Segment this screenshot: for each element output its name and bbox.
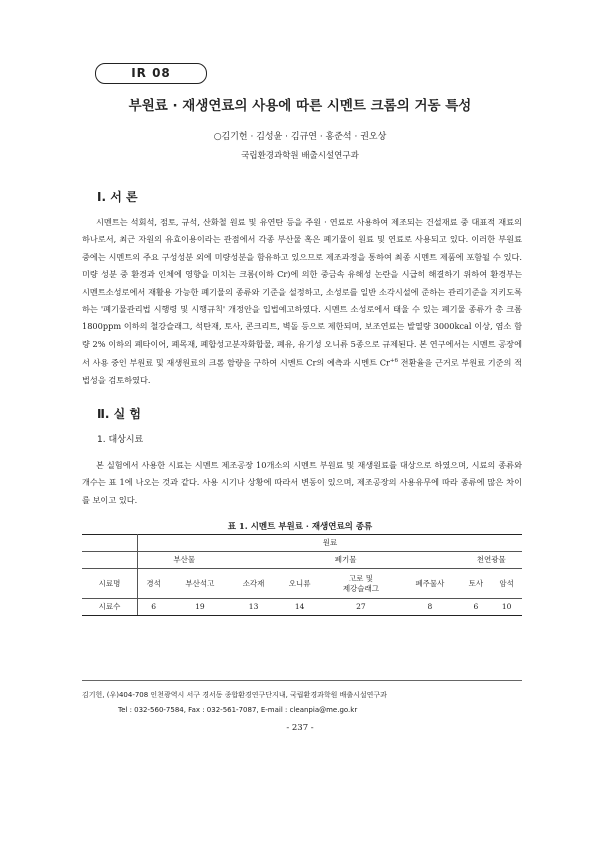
- intro-paragraph: [82, 214, 522, 390]
- column-header: 오니류: [277, 569, 323, 599]
- group-byproduct: 부산물: [138, 552, 231, 569]
- intro-text: 시멘트는 석회석, 점토, 규석, 산화철 원료 및 유연탄 등을 주원 · 연료로 사용하여 제조되는 건설재료 중 대표적 재료의 하나로서, 최근 자원의 유효이용이라는 관점에서 각종 부산물 혹은 폐기물이 원료 및 연료로 사용되고 있다. 이러한 부원료 중에는 시멘트의 주요 구성성분 외에 미량성분을 함유하고 있으므로 제조과정을 통하여 최종 시멘트 제품에 포함될 수 있다. 미량 성분 중 환경과 인체에 영향을 미치는 크롬(이하 Cr)에 의한 중금속 유해성 논란을 시급히 해결하기 위하여 환경부는 시멘트소성로에서 재활용 가능한 폐기물의 종류와 기준을 설정하고, 소성로를 일반 소각시설에 준하는 관리기준을 지키도록 하는 '폐기물관리법 시행령 및 시행규칙' 개정안을 입법예고하였다. 시멘트 소성로에서 태울 수 있는 폐기물 종류가 총 크롬 1800ppm 이하의 철강슬래그, 석탄재, 토사, 콘크리트, 벽돌 등으로 제한되며, 보조연료는 발열량 3000kcal 이상, 염소 함량 2% 이하의 폐타이어, 폐목재, 폐합성고분자화합물, 폐유, 유기성 오니류 5종으로 규제된다. 본 연구에서는 시멘트 공장에서 사용 중인 부원료 및 재생원료의 크롬 함량을 구하여 시멘트 Cr의 예측과 시멘트 Cr: [82, 217, 522, 368]
- paper-title: 부원료 · 재생연료의 사용에 따른 시멘트 크롬의 거동 특성: [128, 98, 472, 114]
- column-header: 암석: [491, 569, 522, 599]
- intro-superscript: +6: [389, 358, 399, 365]
- count-cell: 13: [231, 599, 277, 616]
- count-cell: 8: [399, 599, 460, 616]
- intro-text-end: 전환율을 근거로 부원료 기준의 적법성을 검토하였다.: [82, 357, 522, 386]
- table-header-row: [82, 535, 522, 552]
- table-column-row: [82, 569, 522, 599]
- table-empty-cell: [82, 552, 138, 569]
- count-cell: 19: [169, 599, 230, 616]
- column-header: 토사: [461, 569, 492, 599]
- column-header: 부산석고: [169, 569, 230, 599]
- group-waste: 폐기물: [231, 552, 461, 569]
- footnote-address: 김기헌, (우)404-708 인천광역시 서구 경서동 종합환경연구단지내, 국립환경과학원 배출시설연구과: [82, 691, 387, 699]
- column-header: 소각재: [231, 569, 277, 599]
- page-number: - 237 -: [286, 723, 314, 733]
- footnote-divider: [82, 680, 522, 681]
- group-mineral: 천연광물: [461, 552, 522, 569]
- count-cell: 6: [461, 599, 492, 616]
- column-header: 경석: [138, 569, 170, 599]
- table-caption: 표 1. 시멘트 부원료 · 재생연료의 종류: [227, 522, 373, 532]
- count-cell: 27: [323, 599, 400, 616]
- column-header: 폐주물사: [399, 569, 460, 599]
- count-cell: 14: [277, 599, 323, 616]
- column-header: 고로 및 제강슬래그: [323, 569, 400, 599]
- group-header-cell: 원료: [138, 535, 523, 552]
- subheading-samples: 1. 대상시료: [97, 435, 144, 445]
- count-cell: 6: [138, 599, 170, 616]
- table-group-row: [82, 552, 522, 569]
- sample-table: [82, 534, 522, 616]
- authors: ○김기헌 · 김성윤 · 김규연 · 홍준석 · 권오상: [213, 132, 387, 142]
- row-label-header: 시료명: [82, 569, 138, 599]
- footnote-contact: Tel : 032-560-7584, Fax : 032-561-7087, E-mail : cleanpia@me.go.kr: [118, 706, 358, 714]
- count-cell: 10: [491, 599, 522, 616]
- row-label: 시료수: [82, 599, 138, 616]
- table-count-row: [82, 599, 522, 616]
- affiliation: 국립환경과학원 배출시설연구과: [241, 151, 359, 161]
- table-corner-cell: [82, 535, 138, 552]
- section-tag: IR 08: [95, 63, 207, 84]
- heading-introduction: Ⅰ. 서 론: [97, 190, 138, 204]
- samples-paragraph: 본 실험에서 사용한 시료는 시멘트 제조공장 10개소의 시멘트 부원료 및 재생원료를 대상으로 하였으며, 시료의 종류와 개수는 표 1에 나오는 것과 같다. 사용 시기나 상황에 따라서 변동이 있으며, 제조공장의 사용유무에 따라 종류에 많은 차이를 보이고 있다.: [82, 460, 522, 505]
- heading-experiment: Ⅱ. 실 험: [97, 407, 142, 421]
